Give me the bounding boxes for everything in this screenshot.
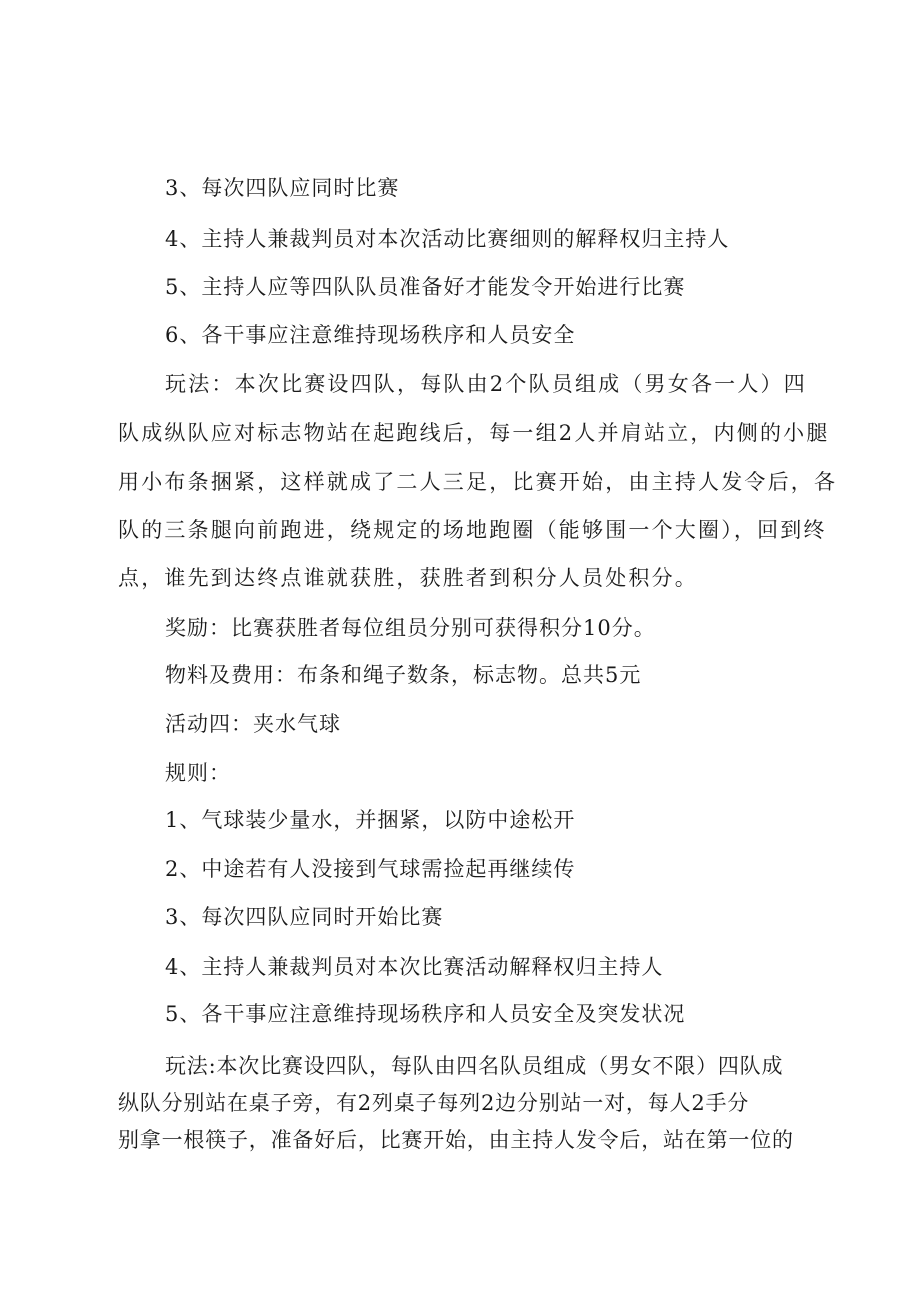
rule-5: 5、主持人应等四队队员准备好才能发令开始进行比赛 (165, 275, 686, 299)
rule-6: 6、各干事应注意维持现场秩序和人员安全 (165, 323, 576, 347)
rule-b-3: 3、每次四队应同时开始比赛 (165, 905, 444, 929)
rule-b-4: 4、主持人兼裁判员对本次比赛活动解释权归主持人 (165, 955, 664, 979)
reward-text: 奖励：比赛获胜者每位组员分别可获得积分10分。 (165, 616, 656, 640)
play-paragraph-line-5: 点，谁先到达终点谁就获胜，获胜者到积分人员处积分。 (118, 566, 698, 590)
play-paragraph-line-3: 用小布条捆紧，这样就成了二人三足，比赛开始，由主持人发令后，各 (118, 470, 838, 494)
play-paragraph-line-4: 队的三条腿向前跑进，绕规定的场地跑圈（能够围一个大圈），回到终 (118, 518, 827, 542)
rule-b-1: 1、气球装少量水，并捆紧，以防中途松开 (165, 808, 576, 832)
play-b-line-3: 别拿一根筷子，准备好后，比赛开始，由主持人发令后，站在第一位的 (118, 1128, 794, 1152)
play-b-line-1: 玩法:本次比赛设四队，每队由四名队员组成（男女不限）四队成 (165, 1054, 784, 1078)
materials-text: 物料及费用：布条和绳子数条，标志物。总共5元 (165, 663, 642, 687)
play-b-line-2: 纵队分别站在桌子旁，有2列桌子每列2边分别站一对，每人2手分 (118, 1091, 750, 1115)
play-paragraph-line-2: 队成纵队应对标志物站在起跑线后，每一组2人并肩站立，内侧的小腿 (118, 421, 830, 445)
rule-b-2: 2、中途若有人没接到气球需捡起再继续传 (165, 857, 576, 881)
activity-4-heading: 活动四：夹水气球 (165, 712, 341, 736)
rule-4: 4、主持人兼裁判员对本次活动比赛细则的解释权归主持人 (165, 227, 730, 251)
rule-b-5: 5、各干事应注意维持现场秩序和人员安全及突发状况 (165, 1002, 686, 1026)
rule-3: 3、每次四队应同时比赛 (165, 176, 400, 200)
rules-label: 规则： (165, 761, 231, 785)
play-paragraph-line-1: 玩法：本次比赛设四队，每队由2个队员组成（男女各一人）四 (165, 372, 807, 396)
